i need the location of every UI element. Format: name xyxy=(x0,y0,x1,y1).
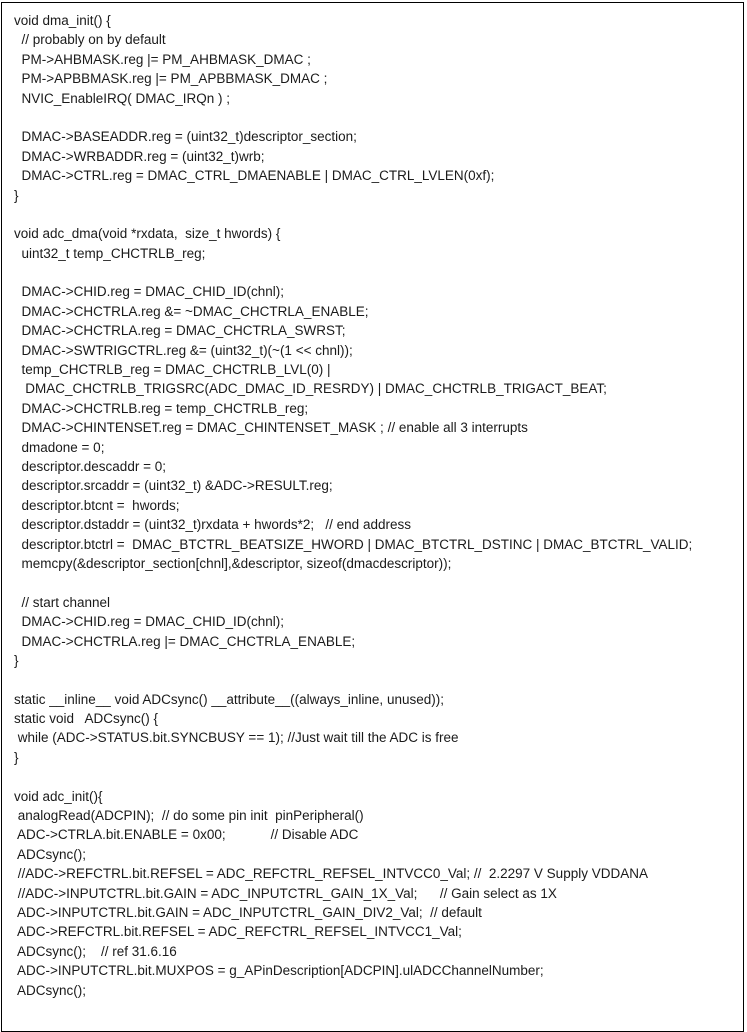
code-line xyxy=(14,205,742,224)
code-line: NVIC_EnableIRQ( DMAC_IRQn ) ; xyxy=(14,90,231,106)
code-line: } xyxy=(14,652,19,668)
code-line xyxy=(14,573,742,592)
code-line: DMAC->WRBADDR.reg = (uint32_t)wrb; xyxy=(14,148,265,164)
code-line: } xyxy=(14,749,19,765)
code-line: DMAC->CTRL.reg = DMAC_CTRL_DMAENABLE | DMAC_CTRL_LVLEN(0xf); xyxy=(14,168,495,184)
code-line: ADCsync(); xyxy=(14,982,87,998)
code-line: // start channel xyxy=(14,594,111,610)
code-line xyxy=(14,670,742,689)
code-line: PM->APBBMASK.reg |= PM_APBBMASK_DMAC ; xyxy=(14,71,328,87)
code-line: ADC->CTRLA.bit.ENABLE = 0x00; // Disable ADC xyxy=(14,827,359,843)
code-line: DMAC->CHINTENSET.reg = DMAC_CHINTENSET_MASK ; // enable all 3 interrupts xyxy=(14,420,528,436)
code-line: static __inline__ void ADCsync() __attribute__((always_inline, unused)); xyxy=(14,691,444,707)
code-line: ADC->REFCTRL.bit.REFSEL = ADC_REFCTRL_REFSEL_INTVCC1_Val; xyxy=(14,924,462,940)
code-line: ADCsync(); xyxy=(14,846,87,862)
code-line: DMAC->BASEADDR.reg = (uint32_t)descriptor_section; xyxy=(14,129,357,145)
code-line: DMAC->CHID.reg = DMAC_CHID_ID(chnl); xyxy=(14,284,285,300)
code-line: } xyxy=(14,187,19,203)
code-line: memcpy(&descriptor_section[chnl],&descriptor, sizeof(dmacdescriptor)); xyxy=(14,555,452,571)
code-line: temp_CHCTRLB_reg = DMAC_CHCTRLB_LVL(0) | xyxy=(14,362,331,378)
code-line: DMAC->CHCTRLA.reg &= ~DMAC_CHCTRLA_ENABLE; xyxy=(14,303,369,319)
code-line: //ADC->INPUTCTRL.bit.GAIN = ADC_INPUTCTRL_GAIN_1X_Val; // Gain select as 1X xyxy=(14,885,557,901)
code-line: analogRead(ADCPIN); // do some pin init pinPeripheral() xyxy=(14,808,364,824)
code-line: // probably on by default xyxy=(14,32,166,48)
code-line xyxy=(14,263,742,282)
code-line: DMAC->SWTRIGCTRL.reg &= (uint32_t)(~(1 << chnl)); xyxy=(14,342,353,358)
code-line xyxy=(14,108,742,127)
code-line: DMAC->CHCTRLB.reg = temp_CHCTRLB_reg; xyxy=(14,400,309,416)
code-line: dmadone = 0; xyxy=(14,439,105,455)
code-line: //ADC->REFCTRL.bit.REFSEL = ADC_REFCTRL_REFSEL_INTVCC0_Val; // 2.2297 V Supply VDDANA xyxy=(14,866,648,882)
code-line: void dma_init() { xyxy=(14,13,111,28)
code-line xyxy=(14,767,742,786)
code-line: ADC->INPUTCTRL.bit.MUXPOS = g_APinDescription[ADCPIN].ulADCChannelNumber; xyxy=(14,963,544,979)
code-line: descriptor.btctrl = DMAC_BTCTRL_BEATSIZE_HWORD | DMAC_BTCTRL_DSTINC | DMAC_BTCTRL_VALID; xyxy=(14,536,693,552)
code-listing xyxy=(14,11,742,1000)
code-line: PM->AHBMASK.reg |= PM_AHBMASK_DMAC ; xyxy=(14,51,311,67)
code-line: uint32_t temp_CHCTRLB_reg; xyxy=(14,245,206,261)
code-line: descriptor.srcaddr = (uint32_t) &ADC->RESULT.reg; xyxy=(14,478,333,494)
code-line: void adc_init(){ xyxy=(14,788,103,804)
code-line: while (ADC->STATUS.bit.SYNCBUSY == 1); //Just wait till the ADC is free xyxy=(14,730,459,746)
code-line: DMAC->CHCTRLA.reg = DMAC_CHCTRLA_SWRST; xyxy=(14,323,346,339)
code-line: ADCsync(); // ref 31.6.16 xyxy=(14,943,177,959)
code-line: descriptor.btcnt = hwords; xyxy=(14,497,180,513)
code-line: DMAC_CHCTRLB_TRIGSRC(ADC_DMAC_ID_RESRDY) | DMAC_CHCTRLB_TRIGACT_BEAT; xyxy=(14,381,607,397)
code-line: DMAC->CHID.reg = DMAC_CHID_ID(chnl); xyxy=(14,614,285,630)
document-page xyxy=(1,2,744,1032)
code-line: static void ADCsync() { xyxy=(14,711,159,727)
code-line: ADC->INPUTCTRL.bit.GAIN = ADC_INPUTCTRL_GAIN_DIV2_Val; // default xyxy=(14,904,482,920)
code-line: descriptor.dstaddr = (uint32_t)rxdata + hwords*2; // end address xyxy=(14,517,411,533)
code-line: DMAC->CHCTRLA.reg |= DMAC_CHCTRLA_ENABLE; xyxy=(14,633,356,649)
code-line: void adc_dma(void *rxdata, size_t hwords) { xyxy=(14,226,281,242)
code-line: descriptor.descaddr = 0; xyxy=(14,458,166,474)
